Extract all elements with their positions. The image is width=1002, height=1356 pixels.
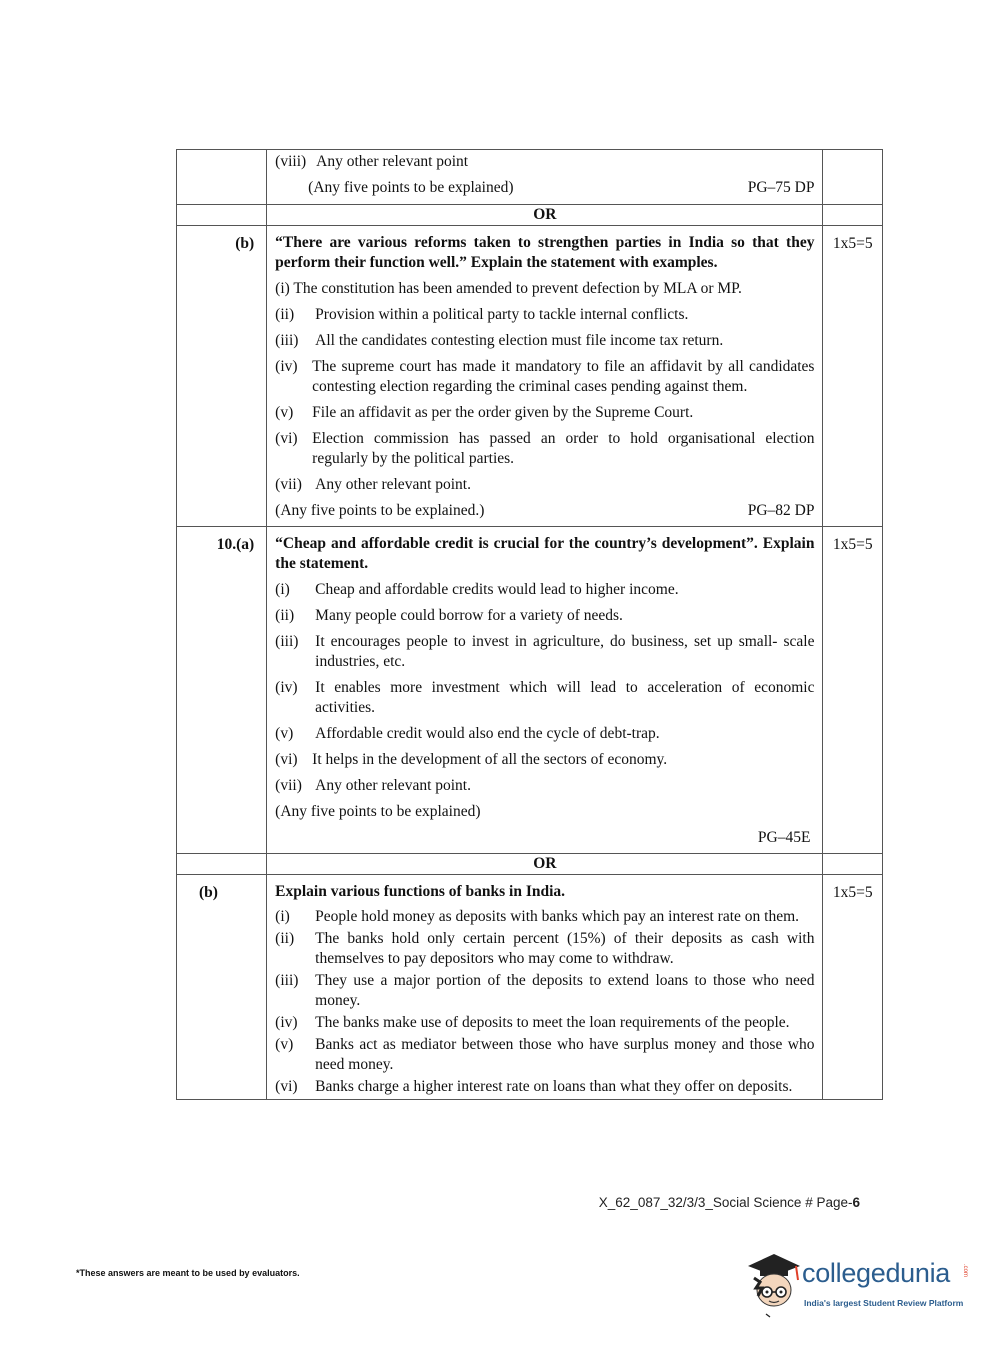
answer-cell: [267, 226, 823, 527]
or-separator: OR: [267, 205, 823, 226]
answer-point: (ii) Provision within a political party to tackle internal conflicts.: [275, 306, 689, 323]
table-row: [177, 150, 883, 205]
table-row: [177, 205, 883, 226]
page-footer: [599, 1195, 860, 1210]
question-number-cell: [177, 875, 267, 1100]
marks-value: 1x5=5: [832, 884, 873, 901]
answer-cell: [267, 150, 823, 205]
collegedunia-logo: [740, 1248, 970, 1318]
marks-cell: [823, 150, 883, 205]
marks-cell: [823, 226, 883, 527]
answer-point: (vi) Banks charge a higher interest rate on loans than what they offer on deposits.: [275, 1078, 793, 1095]
answer-point: (iii) They use a major portion of the deposits to extend loans to those who need money.: [275, 972, 815, 1009]
instruction-note: (Any five points to be explained): [308, 179, 514, 196]
question-label: (b): [235, 235, 255, 252]
marks-value: 1x5=5: [832, 536, 873, 553]
answer-point: (vi) Election commission has passed an order to hold organisational election regularly by the political parties.: [275, 430, 815, 467]
reference-line: [275, 501, 814, 526]
answer-point: (i) The constitution has been amended to prevent defection by MLA or MP.: [275, 280, 742, 297]
evaluator-note: *These answers are meant to be used by evaluators.: [76, 1268, 300, 1278]
question-number-cell: [177, 527, 267, 854]
page-reference: PG–82 DP: [747, 502, 815, 519]
question-number-cell: [177, 150, 267, 205]
answer-point: (i) People hold money as deposits with banks which pay an interest rate on them.: [275, 908, 800, 925]
or-separator: OR: [267, 854, 823, 875]
answer-point: (iv) The supreme court has made it mandatory to file an affidavit by all candidates contesting election regarding the criminal cases pending against them.: [275, 358, 815, 395]
marks-cell: [823, 527, 883, 854]
reference-line: [275, 178, 814, 204]
question-text: Explain various functions of banks in India.: [275, 883, 566, 900]
answer-point: (i) Cheap and affordable credits would lead to higher income.: [275, 581, 679, 598]
answer-point: (vii) Any other relevant point.: [275, 476, 471, 493]
answer-point: (v) File an affidavit as per the order given by the Supreme Court.: [275, 404, 694, 421]
point-number: (viii): [275, 153, 307, 170]
answer-cell: [267, 527, 823, 854]
answer-point: (iv) The banks make use of deposits to meet the loan requirements of the people.: [275, 1014, 790, 1031]
answer-point: (iii) It encourages people to invest in agriculture, do business, set up small- scale industries, etc.: [275, 633, 815, 670]
marks-cell: [823, 875, 883, 1100]
point-text: Any other relevant point: [316, 153, 469, 170]
marks-value: 1x5=5: [832, 235, 873, 252]
table-row: [177, 527, 883, 854]
brand-name: collegedunia: [802, 1258, 951, 1288]
answer-point: (v) Banks act as mediator between those who have surplus money and those who need money.: [275, 1036, 815, 1073]
question-text: “There are various reforms taken to strengthen parties in India so that they perform their function well.” Explain the statement with examples.: [275, 234, 815, 271]
answer-cell: [267, 875, 823, 1100]
answer-point: (ii) The banks hold only certain percent (15%) of their deposits as cash with themselves to pay depositors who may come to withdraw.: [275, 930, 815, 967]
answer-point: (vii) Any other relevant point.: [275, 777, 471, 794]
table-row: [177, 854, 883, 875]
page-reference: PG–75 DP: [747, 179, 815, 196]
table-row: [177, 226, 883, 527]
question-label: (b): [199, 884, 218, 901]
brand-suffix: .com: [962, 1264, 968, 1278]
question-label: 10.(a): [216, 536, 255, 553]
answer-point: [275, 152, 814, 172]
document-code: X_62_087_32/3/3_Social Science # Page-: [598, 1195, 853, 1210]
brand-tagline: India's largest Student Review Platform: [804, 1298, 964, 1308]
instruction-note: (Any five points to be explained): [275, 803, 481, 820]
page-number: 6: [852, 1195, 860, 1210]
answer-point: (iii) All the candidates contesting election must file income tax return.: [275, 332, 724, 349]
answer-point: (iv) It enables more investment which will lead to acceleration of economic activities.: [275, 679, 815, 716]
question-number-cell: [177, 226, 267, 527]
answer-point: (v) Affordable credit would also end the cycle of debt-trap.: [275, 725, 660, 742]
question-text: “Cheap and affordable credit is crucial for the country’s development”. Explain the statement.: [275, 535, 815, 572]
answer-point: (ii) Many people could borrow for a variety of needs.: [275, 607, 623, 624]
answer-point: (vi) It helps in the development of all the sectors of economy.: [275, 751, 668, 768]
marking-scheme-table: [176, 149, 883, 1100]
instruction-note: (Any five points to be explained.): [275, 502, 485, 519]
table-row: [177, 875, 883, 1100]
page-reference: PG–45E: [757, 829, 811, 846]
mascot-icon: [740, 1248, 804, 1318]
